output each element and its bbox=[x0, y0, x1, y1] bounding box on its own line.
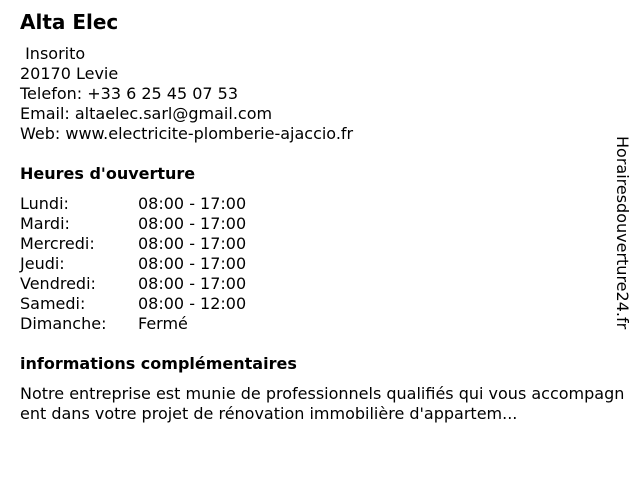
business-name: Alta Elec bbox=[20, 10, 119, 34]
address-line-city: 20170 Levie bbox=[20, 64, 119, 83]
hours-table bbox=[20, 194, 246, 334]
hours-day: Dimanche: bbox=[20, 314, 107, 333]
hours-time: 08:00 - 17:00 bbox=[138, 254, 247, 273]
hours-day: Samedi: bbox=[20, 294, 86, 313]
hours-row-saturday bbox=[20, 294, 246, 314]
hours-time: 08:00 - 17:00 bbox=[138, 214, 247, 233]
info-heading: informations complémentaires bbox=[20, 354, 297, 373]
hours-time: Fermé bbox=[138, 314, 188, 333]
hours-row-thursday bbox=[20, 254, 246, 274]
hours-time: 08:00 - 17:00 bbox=[138, 274, 247, 293]
address-line-street: Insorito bbox=[20, 44, 86, 63]
hours-row-sunday bbox=[20, 314, 246, 334]
hours-day: Vendredi: bbox=[20, 274, 96, 293]
hours-day: Jeudi: bbox=[20, 254, 65, 273]
side-brand-watermark: Horairesdouverture24.fr bbox=[613, 136, 632, 330]
phone-line: Telefon: +33 6 25 45 07 53 bbox=[20, 84, 239, 103]
hours-day: Mercredi: bbox=[20, 234, 95, 253]
info-description: Notre entreprise est munie de professionnels qualifiés qui vous accompagnent dans votre projet de rénovation immobilière d'appartem... bbox=[20, 384, 625, 423]
hours-time: 08:00 - 17:00 bbox=[138, 194, 247, 213]
hours-row-monday bbox=[20, 194, 246, 214]
hours-day: Lundi: bbox=[20, 194, 69, 213]
hours-row-friday bbox=[20, 274, 246, 294]
hours-heading: Heures d'ouverture bbox=[20, 164, 196, 183]
web-line: Web: www.electricite-plomberie-ajaccio.fr bbox=[20, 124, 354, 143]
contact-block bbox=[20, 44, 353, 144]
hours-time: 08:00 - 17:00 bbox=[138, 234, 247, 253]
hours-row-wednesday bbox=[20, 234, 246, 254]
hours-time: 08:00 - 12:00 bbox=[138, 294, 247, 313]
hours-day: Mardi: bbox=[20, 214, 70, 233]
email-line: Email: altaelec.sarl@gmail.com bbox=[20, 104, 273, 123]
hours-row-tuesday bbox=[20, 214, 246, 234]
